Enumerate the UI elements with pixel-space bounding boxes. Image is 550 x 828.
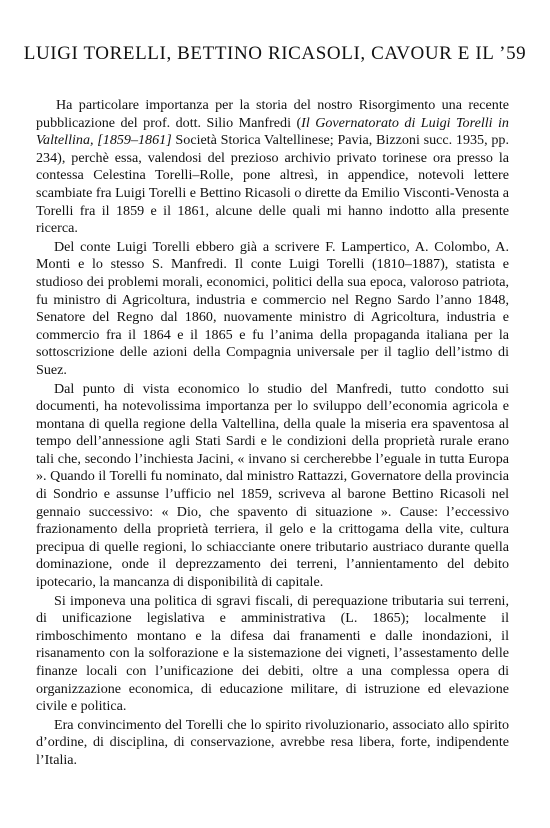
page-title: LUIGI TORELLI, BETTINO RICASOLI, CAVOUR E IL ’59	[23, 43, 527, 64]
paragraph-1-text: Ha particolare importanza per la storia del nostro Risorgimento una recente pubblicazione del prof. dott. Silio Manfredi (	[36, 97, 509, 131]
paragraph-1-continuation: Società Storica Valtellinese; Pavia, Bizzoni succ. 1935, pp. 234), perchè essa, valendosi del prezioso archivio privato torinese ora presso la contessa Celestina Torelli–Rolle, pone altresì, in appendice, notevoli lettere scambiate fra Luigi Torelli e Bettino Ricasoli o dirette da Emilio Visconti-Venosta a Torelli fra il 1859 e il 1861, alcune delle quali mi hanno indotto alla presente ricerca.	[36, 132, 509, 237]
paragraph-2: Del conte Luigi Torelli ebbero già a scrivere F. Lampertico, A. Colombo, A. Monti e lo stesso S. Manfredi. Il conte Luigi Torelli (1810–1887), statista e studioso dei problemi morali, economici, politici della sua epoca, valoroso patriota, fu ministro di Agricoltura, industria e commercio nel Regno Sardo l’anno 1848, Senatore del Regno dal 1860, nuovamente ministro di Agricoltura, industria e commercio fra il 1864 e il 1865 e fu l’anima della propaganda italiana per la sottoscrizione delle azioni della Compagnia universale per il taglio dell’istmo di Suez.	[36, 238, 509, 378]
paragraph-1	[36, 97, 509, 238]
paragraph-5: Era convincimento del Torelli che lo spirito rivoluzionario, associato allo spirito d’ordine, di disciplina, di conservazione, avrebbe resa libera, forte, indipendente l’Italia.	[36, 716, 509, 768]
article-body	[36, 97, 509, 770]
paragraph-3: Dal punto di vista economico lo studio del Manfredi, tutto condotto sui documenti, ha notevolissima importanza per lo sviluppo dell’economia agricola e montana di quella regione della Valtellina, della quale la miseria era spaventosa al tempo dell’annessione agli Stati Sardi e le condizioni della proprietà rurale erano tali che, secondo l’inchiesta Jacini, « invano si cercherebbe l’eguale in tutta Europa ». Quando il Torelli fu nominato, dal ministro Rattazzi, Governatore della provincia di Sondrio e assunse l’ufficio nel 1859, scriveva al barone Bettino Ricasoli nel gennaio successivo: « Dio, che spavento di situazione ». Cause: l’eccessivo frazionamento della proprietà terriera, il gelo e la crittogama della vite, cultura precipua di quelle regioni, lo schiacciante onere tributario austriaco durante quella dominazione, onde il deprezzamento dei terreni, l’annientamento del debito ipotecario, la mancanza di disponibilità di capitale.	[36, 380, 509, 591]
paragraph-4: Si imponeva una politica di sgravi fiscali, di perequazione tributaria sui terreni, di unificazione legislativa e amministrativa (L. 1865); localmente il rimboschimento montano e la difesa dai franamenti e dalle inondazioni, il risanamento con la solforazione e la sistemazione dei vigneti, l’assestamento delle finanze locali con l’unificazione dei debiti, oltre a una complessa opera di organizzazione economica, di educazione militare, di istruzione ed elevazione civile e politica.	[36, 592, 509, 715]
cited-work-title: Il Governatorato di Luigi Torelli in Valtellina, [1859–1861]	[36, 114, 509, 149]
